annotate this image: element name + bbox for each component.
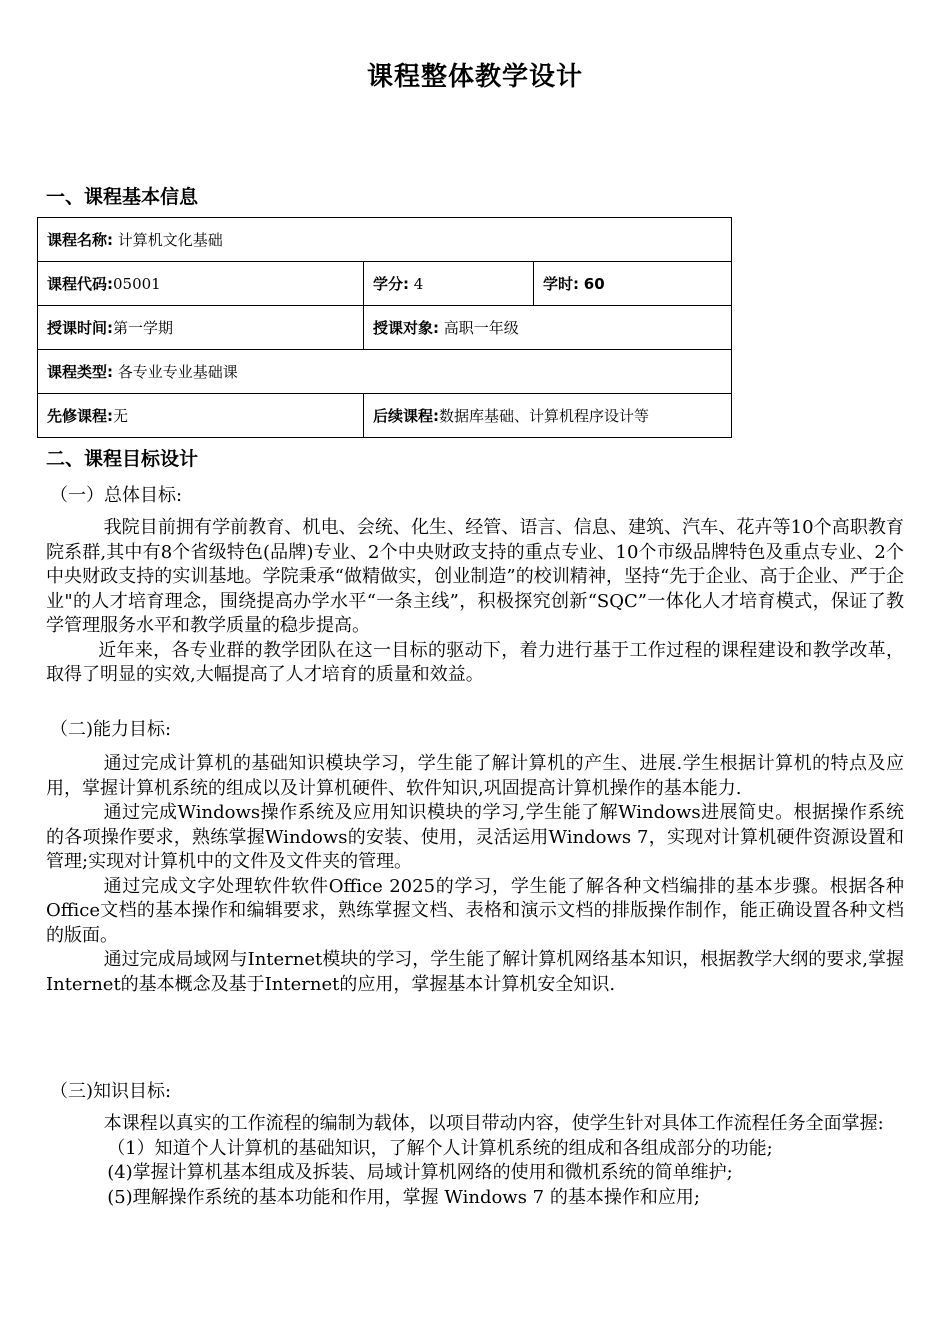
list-item: (5)理解操作系统的基本功能和作用，掌握 Windows 7 的基本操作和应用; — [107, 1186, 700, 1208]
audience-cell — [364, 306, 732, 350]
course-name-cell — [38, 218, 732, 262]
table-row — [38, 218, 732, 262]
followup-value: 数据库基础、计算机程序设计等 — [439, 407, 650, 425]
hours-value: 60 — [583, 275, 605, 293]
teaching-time-label: 授课时间: — [47, 319, 113, 337]
course-code-value: 05001 — [113, 275, 161, 293]
table-row — [38, 306, 732, 350]
audience-label: 授课对象: — [373, 319, 439, 337]
knowledge-goal-heading: （三)知识目标: — [50, 1081, 172, 1102]
section-heading-basic-info: 一、课程基本信息 — [46, 186, 199, 208]
ability-goal-body — [46, 752, 904, 997]
course-type-value: 各专业专业基础课 — [117, 363, 238, 381]
course-type-label: 课程类型: — [47, 363, 113, 381]
prerequisite-cell — [38, 394, 364, 438]
paragraph: 通过完成文字处理软件软件Office 2025的学习，学生能了解各种文档编排的基本步骤。根据各种Office文档的基本操作和编辑要求，熟练掌握文档、表格和演示文档的排版操作制作，能正确设置各种文档的版面。 — [46, 875, 904, 946]
paragraph: 通过完成Windows操作系统及应用知识模块的学习,学生能了解Windows进展简史。根据操作系统的各项操作要求，熟练掌握Windows的安装、使用，灵活运用Windows 7，实现对计算机硬件资源设置和管理;实现对计算机中的文件及文件夹的管理。 — [46, 802, 904, 872]
table-row — [38, 394, 732, 438]
credits-value: 4 — [413, 275, 424, 293]
paragraph: 近年来，各专业群的教学团队在这一目标的驱动下，着力进行基于工作过程的课程建设和教学改革，取得了明显的实效,大幅提高了人才培育的质量和效益。 — [46, 639, 904, 685]
course-code-cell — [38, 262, 364, 306]
paragraph: 本课程以真实的工作流程的编制为载体，以项目带动内容，使学生针对具体工作流程任务全面掌握: — [103, 1113, 884, 1134]
page-title: 课程整体教学设计 — [366, 62, 583, 92]
credits-label: 学分: — [373, 275, 409, 293]
overall-goal-heading: （一）总体目标: — [50, 485, 183, 506]
course-code-label: 课程代码: — [47, 275, 113, 293]
section-heading-objectives: 二、课程目标设计 — [46, 448, 199, 470]
table-row — [38, 262, 732, 306]
course-info-table — [37, 217, 732, 438]
teaching-time-cell — [38, 306, 364, 350]
table-row — [38, 350, 732, 394]
knowledge-goal-body — [46, 1112, 904, 1210]
followup-cell — [364, 394, 732, 438]
credits-cell — [364, 262, 534, 306]
paragraph: 通过完成计算机的基础知识模块学习，学生能了解计算机的产生、进展.学生根据计算机的特点及应用，掌握计算机系统的组成以及计算机硬件、软件知识,巩固提高计算机操作的基本能力. — [46, 753, 904, 799]
paragraph: 通过完成局域网与Internet模块的学习，学生能了解计算机网络基本知识，根据教学大纲的要求,掌握Internet的基本概念及基于Internet的应用，掌握基本计算机安全知识. — [46, 949, 904, 995]
overall-goal-body — [46, 516, 904, 688]
teaching-time-value: 第一学期 — [113, 319, 174, 337]
prerequisite-label: 先修课程: — [47, 407, 113, 425]
hours-label: 学时: — [543, 275, 579, 293]
prerequisite-value: 无 — [113, 407, 129, 425]
course-name-value: 计算机文化基础 — [117, 231, 223, 249]
list-item: (4)掌握计算机基本组成及拆装、局域计算机网络的使用和微机系统的简单维护; — [107, 1162, 733, 1183]
course-type-cell — [38, 350, 732, 394]
followup-label: 后续课程: — [373, 407, 439, 425]
course-name-label: 课程名称: — [47, 231, 113, 249]
list-item: （1）知道个人计算机的基础知识，了解个人计算机系统的组成和各组成部分的功能; — [107, 1137, 773, 1159]
paragraph: 我院目前拥有学前教育、机电、会统、化生、经管、语言、信息、建筑、汽车、花卉等10个高职教育院系群,其中有8个省级特色(品牌)专业、2个中央财政支持的重点专业、10个市级品牌特色及重点专业、2个中央财政支持的实训基地。学院秉承“做精做实，创业制造”的校训精神，坚持“先于企业、高于企业、严于企业"的人才培育理念，围绕提高办学水平“一条主线”，积极探究创新“SQC”一体化人才培育模式，保证了教学管理服务水平和教学质量的稳步提高。 — [46, 517, 904, 636]
ability-goal-heading: （二)能力目标: — [50, 719, 172, 740]
hours-cell — [534, 262, 732, 306]
audience-value: 高职一年级 — [443, 319, 519, 337]
